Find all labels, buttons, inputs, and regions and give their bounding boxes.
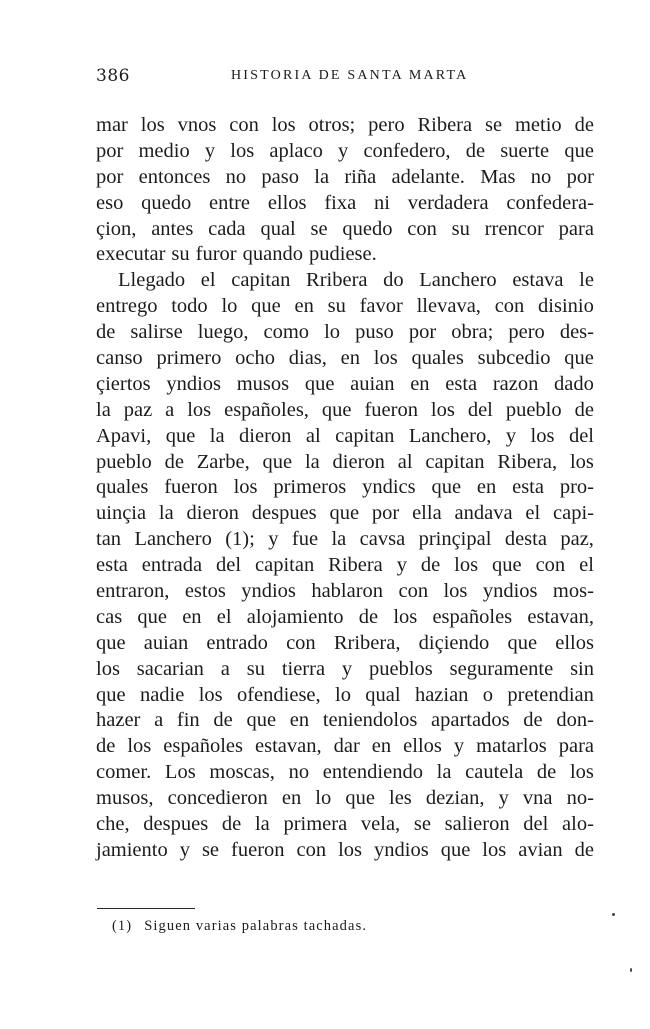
text-line: pueblo de Zarbe, que la dieron al capitan Ribera, los (96, 450, 594, 473)
running-title: HISTORIA DE SANTA MARTA (231, 68, 469, 83)
text-line: Llegado el capitan Rribera do Lanchero estava le (118, 269, 594, 292)
text-line: çiertos yndios musos que auian en esta razon dado (96, 372, 594, 395)
page-number: 386 (96, 66, 130, 86)
text-line: tan Lanchero (1); y fue la cavsa prinçipal desta paz, (96, 528, 594, 551)
footnote-rule (97, 908, 195, 909)
text-line: uinçia la dieron despues que por ella andava el capi- (96, 502, 594, 525)
text-line: quales fueron los primeros yndics que en esta pro- (96, 476, 594, 499)
text-line: de salirse luego, como lo puso por obra; pero des- (96, 321, 594, 344)
text-line: por entonces no paso la riña adelante. Mas no por (96, 165, 594, 188)
text-line: que auian entrado con Rribera, diçiendo que ellos (96, 631, 594, 654)
text-line: hazer a fin de que en teniendolos apartados de don- (96, 709, 594, 732)
text-line: eso quedo entre ellos fixa ni verdadera confedera- (96, 191, 594, 214)
text-line: jamiento y se fueron con los yndios que los avian de (96, 838, 594, 861)
text-line: entraron, estos yndios hablaron con los yndios mos- (96, 580, 594, 603)
text-line: esta entrada del capitan Ribera y de los que con el (96, 554, 594, 577)
text-line: comer. Los moscas, no entendiendo la cautela de los (96, 761, 594, 784)
footnote-marker: (1) (112, 918, 133, 934)
ink-speck (612, 913, 615, 916)
text-line: executar su furor quando pudiese. (96, 243, 377, 266)
text-line: que nadie los ofendiese, lo qual hazian o pretendian (96, 683, 594, 706)
text-line: canso primero ocho dias, en los quales subcedio que (96, 347, 594, 370)
text-line: de los españoles estavan, dar en ellos y matarlos para (96, 735, 594, 758)
ink-speck (630, 968, 632, 972)
text-line: musos, concedieron en lo que les dezian, y vna no- (96, 787, 594, 810)
text-line: cas que en el alojamiento de los españoles estavan, (96, 605, 594, 628)
text-line: Apavi, que la dieron al capitan Lanchero, y los del (96, 424, 594, 447)
text-line: la paz a los españoles, que fueron los del pueblo de (96, 398, 594, 421)
text-line: los sacarian a su tierra y pueblos seguramente sin (96, 657, 594, 680)
text-line: mar los vnos con los otros; pero Ribera se metio de (96, 114, 594, 136)
running-head (96, 66, 596, 90)
text-line: por medio y los aplaco y confedero, de suerte que (96, 139, 594, 162)
footnote (112, 918, 367, 935)
footnote-text: Siguen varias palabras tachadas. (144, 918, 368, 934)
text-line: che, despues de la primera vela, se salieron del alo- (96, 813, 594, 836)
text-line: entrego todo lo que en su favor llevava, con disinio (96, 295, 594, 318)
body-text (96, 113, 594, 864)
text-line: çion, antes cada qual se quedo con su rrencor para (96, 217, 594, 240)
